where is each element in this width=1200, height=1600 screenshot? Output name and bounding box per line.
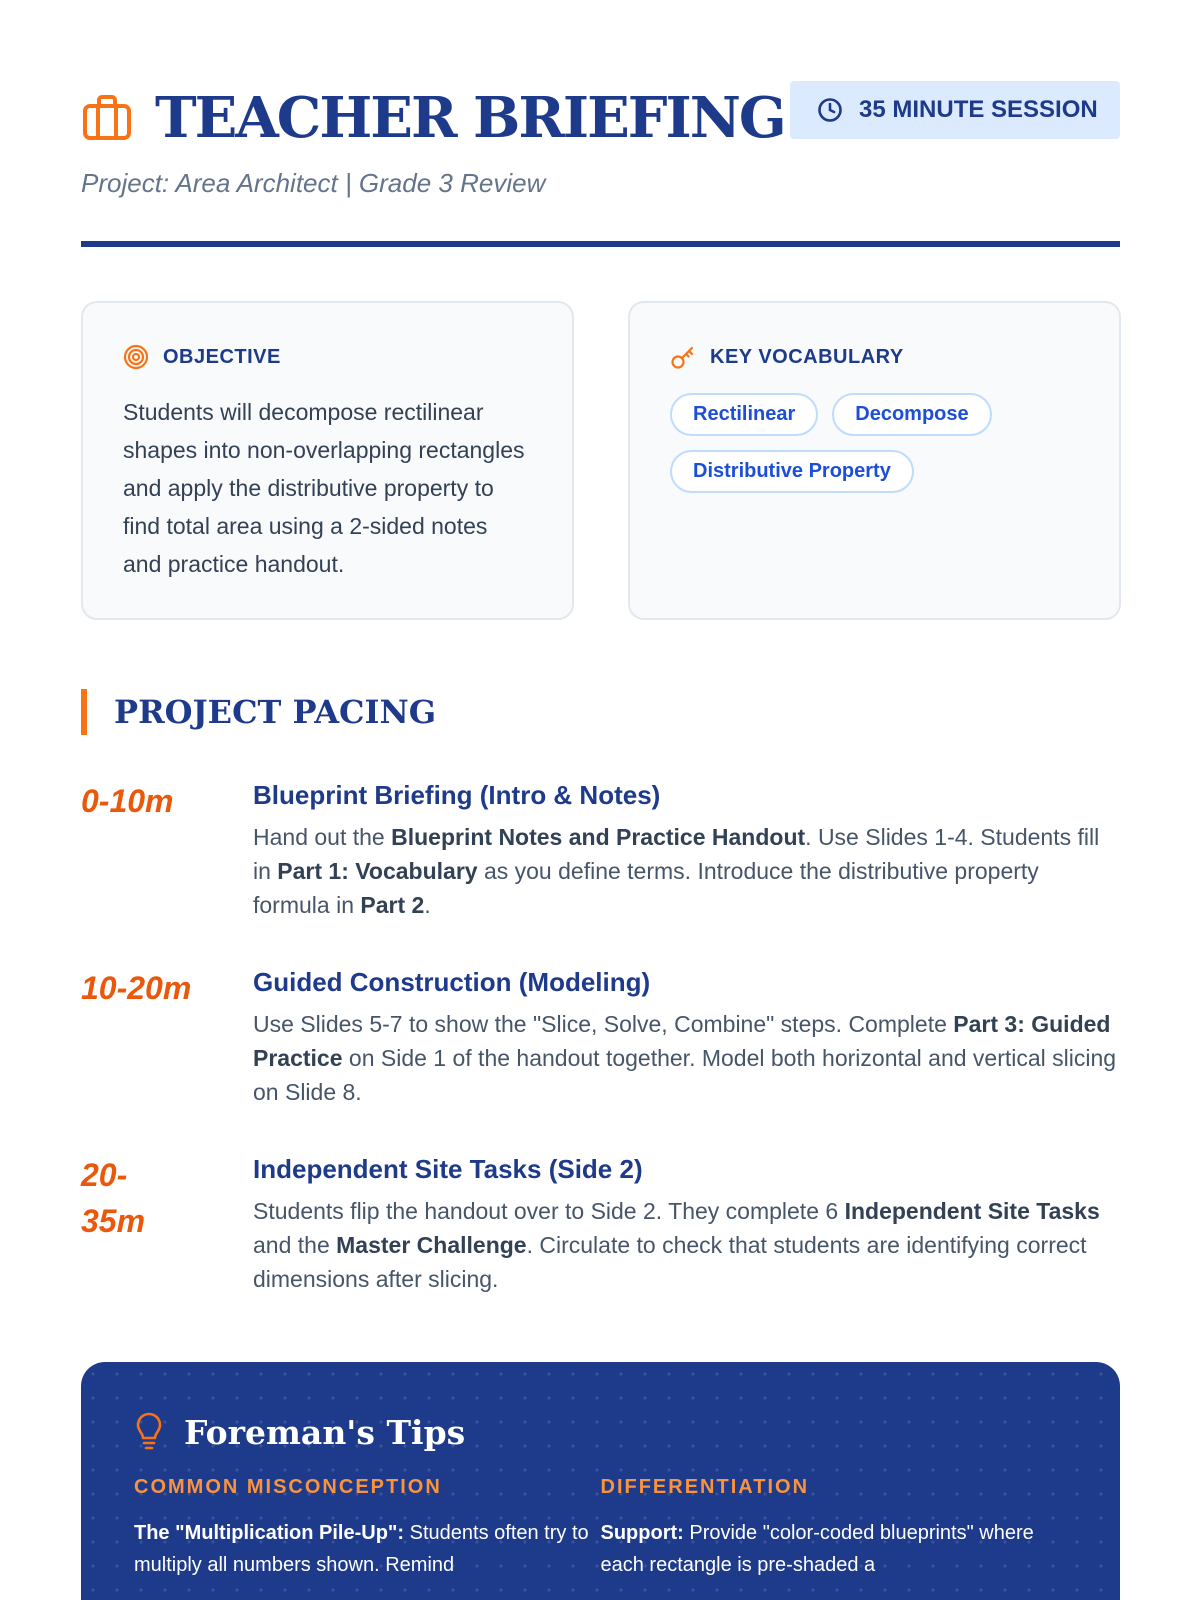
body-text: on Side 1 of the handout together. Model both horizontal and vertical slicing on Slide 8.: [253, 1045, 1117, 1105]
tips-column-differentiation: [601, 1476, 1068, 1581]
section-accent-bar: [81, 689, 87, 735]
page-subtitle: Project: Area Architect | Grade 3 Review: [81, 168, 546, 198]
body-text: .: [424, 892, 431, 918]
tips-text: [601, 1517, 1068, 1581]
pacing-body: [253, 778, 1120, 922]
body-text: . Circulate to check that students are identifying correct dimensions after slicing.: [253, 1232, 1087, 1292]
emphasis-text: Part 1: Vocabulary: [277, 858, 478, 884]
vocabulary-tags: [670, 393, 1079, 493]
vocabulary-title: KEY VOCABULARY: [710, 345, 904, 368]
pacing-description: [253, 820, 1120, 922]
objective-card: [81, 301, 574, 620]
key-icon: [670, 344, 696, 370]
pacing-time: 10-20m: [81, 970, 192, 1006]
body-text: as you define terms. Introduce the distributive property formula in: [253, 858, 1039, 918]
pacing-body: [253, 965, 1120, 1109]
emphasis-text: Part 3: Guided Practice: [253, 1011, 1111, 1071]
lightbulb-icon: [134, 1412, 164, 1452]
emphasis-text: Support:: [600, 1522, 684, 1544]
header-divider: [81, 241, 1120, 247]
pacing-description: [253, 1194, 1120, 1296]
vocab-tag: Distributive Property: [670, 450, 914, 493]
body-text: . Use Slides 1-4. Students fill in: [253, 824, 1100, 884]
pacing-time: 0-10m: [81, 783, 174, 819]
pacing-time: 20-35m: [81, 1157, 146, 1239]
objective-title: OBJECTIVE: [163, 345, 281, 368]
pacing-title: PROJECT PACING: [114, 692, 437, 731]
tips-panel: [81, 1362, 1120, 1600]
body-text: and the: [253, 1232, 337, 1258]
vocab-tag: Rectilinear: [670, 393, 818, 436]
pacing-heading: Independent Site Tasks (Side 2): [253, 1154, 643, 1184]
emphasis-text: Master Challenge: [336, 1232, 527, 1258]
briefcase-icon: [81, 92, 133, 144]
vocab-tag: Decompose: [832, 393, 991, 436]
session-badge-label: 35 MINUTE SESSION: [859, 96, 1098, 123]
emphasis-text: Independent Site Tasks: [844, 1198, 1100, 1224]
tips-column-misconception: [134, 1476, 601, 1581]
pacing-section-header: [81, 689, 436, 734]
tips-header: [134, 1412, 1067, 1452]
pacing-heading: Blueprint Briefing (Intro & Notes): [253, 780, 661, 810]
body-text: Provide "color-coded blueprints" where each rectangle is pre-shaded a: [600, 1522, 1034, 1576]
tips-columns: [134, 1476, 1067, 1581]
page-title: TEACHER BRIEFING: [155, 85, 785, 151]
body-text: Use Slides 5-7 to show the "Slice, Solve, Combine" steps. Complete: [253, 1011, 954, 1037]
emphasis-text: Part 2: [360, 892, 425, 918]
body-text: Students often try to multiply all numbers shown. Remind: [134, 1522, 589, 1576]
tips-label: COMMON MISCONCEPTION: [134, 1476, 442, 1498]
emphasis-text: The "Multiplication Pile-Up":: [134, 1522, 405, 1544]
objective-header: [123, 343, 532, 371]
vocabulary-header: [670, 343, 1079, 371]
pacing-description: [253, 1007, 1120, 1109]
body-text: Students flip the handout over to Side 2. They complete 6: [253, 1198, 845, 1224]
session-badge: [790, 81, 1120, 139]
tips-title: Foreman's Tips: [184, 1412, 466, 1452]
pacing-heading: Guided Construction (Modeling): [253, 967, 651, 997]
body-text: Hand out the: [253, 824, 392, 850]
objective-text: Students will decompose rectilinear shapes into non-overlapping rectangles and apply the distributive property to find total area using a 2-sided notes and practice handout.: [123, 399, 525, 577]
clock-icon: [817, 97, 843, 123]
target-icon: [123, 344, 149, 370]
pacing-body: [253, 1152, 1120, 1296]
emphasis-text: Blueprint Notes and Practice Handout: [391, 824, 806, 850]
tips-text: [134, 1517, 601, 1581]
page-header: [81, 78, 1120, 248]
vocabulary-card: [628, 301, 1121, 620]
tips-label: DIFFERENTIATION: [600, 1476, 810, 1498]
